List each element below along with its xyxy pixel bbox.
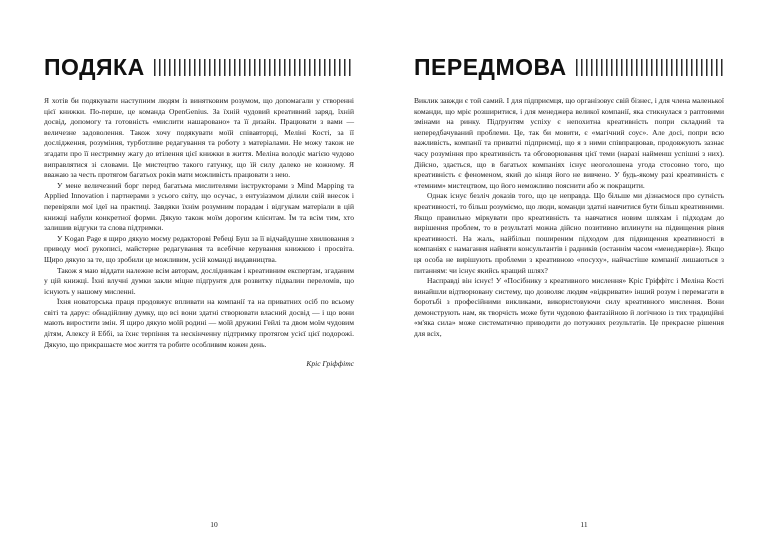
- page-title-acknowledgements: ПОДЯКА: [44, 53, 145, 80]
- right-page: [384, 52, 724, 529]
- page-number-right: 11: [580, 520, 588, 529]
- author-signature: Кріс Гріффітс: [306, 359, 354, 369]
- paragraph: Їхня новаторська праця продовжує впливати на компанії та на приватних осіб по всьому світі та дарує: обнадійливу думку, що всі вони здатні створювати власний досвід — і що вони мають виростити змін. Я щиро дякую моїй родині — моїй дружині Гейлі та двом моїм чудовим дітям, Алексу й Еббі, за їхнє терпіння та нескінченну підтримку протягом усієї цієї подорожі. Дякую, що прикрашаєте моє життя та робите особливим кожен день.: [44, 297, 354, 349]
- paragraph: Я хотів би подякувати наступним людям із винятковим розумом, що допомагали у створенні цієї книжки. По-перше, це команда OpenGenius. За їхній чудовий креативний заряд, їхній досвід, допомогу та готовність «мислити нашаровано» та її дизайн. Працювати з вами — величезне задоволення. Також хочу подякувати моїй співавторці, Меліні Кості, за її дослідження, розуміння, турботливе редагування та роботу з матеріалами. Не можу також не згадати про її нестримну жагу до втілення цієї книжки в життя. Меліна володіє магією чудово виправлятися зі словами. Це мистецтво такого гатунку, що їй силу далеко не кожному. Я вважаю за честь протягом багатьох років мати можливість працювати з нею.: [44, 96, 354, 180]
- header-rule-decoration: [154, 59, 354, 76]
- header-rule-decoration: [576, 59, 724, 76]
- left-page: [44, 52, 384, 529]
- right-page-body: [414, 96, 724, 525]
- left-page-body: [44, 96, 354, 525]
- left-page-header: [44, 52, 354, 82]
- paragraph: Виклик завжди є той самий. І для підприємця, що організовує свій бізнес, і для члена маленької команди, що мріє розширитися, і для менеджера великої компанії, яка стикнулася з раптовими змінами на ринку. Підґрунтям успіху є непохитна креативність попри складний та непередбачуваний проблеми. Це, так би мовити, є «магічний соус». Але досі, попри всю важливість, компанії та приватні підприємці, що я з ними співпрацював, продовжують зазнає часу розуміння про креативність та обговорювання цієї теми (наразі найменш успішні з них). Дійсно, здається, що в багатьох компаніях існує неоголошена угода стосовно того, що креативність є феноменом, який до кінця його не вивчено. У будь-якому разі креативність є «темним» мистецтвом, що його неможливо пояснити або ж покращити.: [414, 96, 724, 190]
- page-title-foreword: ПЕРЕДМОВА: [414, 53, 567, 80]
- paragraph: У мене величезний борг перед багатьма мислителями інструкторами з Mind Mapping та Applied Innovation і партнерами з усього світу, що осучас, з ентузіазмом ділили свій внесок і перевіряли мої ідеї на практиці. Завдяки їхнім розумним порадам і відгукам матеріали в цій книжці набули конкретної форми. Дякую також моїм дорогим клієнтам. Їм та всім тим, хто залишив відгуки та слова підтримки.: [44, 180, 354, 233]
- paragraph: У Kogan Page я щиро дякую моєму редакторові Ребеці Буш за її відчайдушне хвилювання з приводу моєї рукописі, майстерне редагування та всебічне керування книжкою і просвіта. Щиро дякую за те, що зробили це можливим, усій команді видавництва.: [44, 233, 354, 264]
- right-page-header: [414, 52, 724, 82]
- paragraph: Однак існує безліч доказів того, що це неправда. Що більше ми дізнаємося про сутність креативності, то більш розуміємо, що люди, команди здатні навчитися бути більш креативними. Якщо правильно міркувати про креативність та навчатися новим шляхам і підходам до вирішення проблем, то в результаті можна дійсно позитивно вплинути на підвищення рівня креативності. На жаль, найбільш поширеним підходом для підвищення креативності в компаніях є намагання найняти консультантів і радників (останнім часом «менеджерів»). Якщо ця особа не вирішують проблеми з креативною «посуху», найчастіше компанії лишаються з питанням: чи існує якийсь кращий шлях?: [414, 191, 724, 275]
- page-number-left: 10: [210, 520, 218, 529]
- paragraph: Насправді він існує! У «Посібнику з креативного мислення» Кріс Гріффітс і Меліна Кості винайшли відтворювану систему, що дозволяє людям «відкривати» інший розум і перемагати в боротьбі з професійними викликами, використовуючи силу креативного мислення. Вони демонструють нам, як творчість може бути чудовою фантазійною й логічною із тих традиційні «м'яка сила» може систематично приводити до потужних результатів. Це прекрасне рішення для всіх,: [414, 276, 724, 339]
- paragraph: Також я маю віддати належне всім авторам, дослідникам і креативним експертам, згаданим у цій книжці. Їхні влучні думки закли міцне підґрунтя для розвитку підвалин переломів, що існують у нашому мисленні.: [44, 265, 354, 296]
